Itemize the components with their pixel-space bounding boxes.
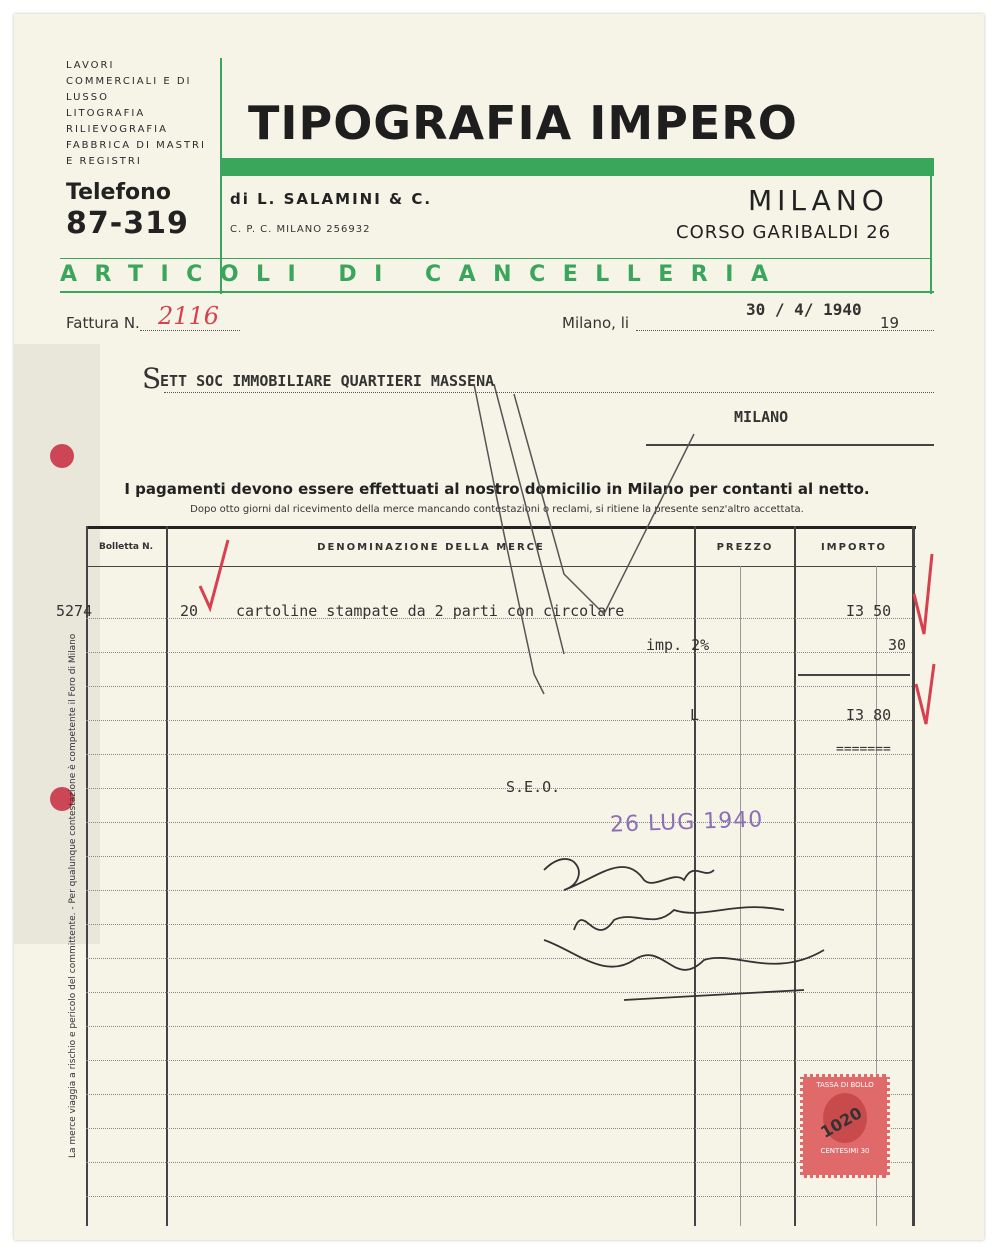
acceptance-terms: Dopo otto giorni dal ricevimento della merce mancando contestazioni o reclami, si ritiene la presente senz'altro accettata.: [190, 504, 804, 515]
date-stamp: 26 LUG 1940: [609, 807, 764, 838]
revenue-stamp-top: TASSA DI BOLLO: [816, 1081, 874, 1089]
ruled-line: [86, 1060, 912, 1061]
cpc-number: C. P. C. MILANO 256932: [230, 224, 371, 235]
header-bolletta: Bolletta N.: [98, 542, 154, 552]
phone-label: Telefono: [66, 180, 171, 205]
seo-note: S.E.O.: [506, 778, 561, 796]
revenue-stamp-overprint: 1020: [817, 1103, 866, 1142]
green-band: [220, 158, 934, 176]
frame-right-rule: [930, 176, 932, 294]
company-name: TIPOGRAFIA IMPERO: [248, 96, 798, 150]
city-name: MILANO: [748, 184, 889, 217]
owner-name: di L. SALAMINI & C.: [230, 190, 433, 208]
invoice-date: 30 / 4/ 1940: [746, 300, 862, 319]
recipient-prefix: S: [142, 362, 162, 395]
header-denominazione: DENOMINAZIONE DELLA MERCE: [317, 542, 545, 553]
ruled-line: [86, 754, 912, 755]
ruled-line: [86, 1026, 912, 1027]
invoice-number-label: Fattura N.: [66, 314, 140, 332]
ruled-line: [86, 1094, 912, 1095]
payment-terms: I pagamenti devono essere effettuati al nostro domicilio in Milano per contanti al netto.: [124, 480, 870, 498]
service-item: LITOGRAFIA: [66, 108, 146, 119]
recipient-city: MILANO: [734, 408, 789, 426]
total-double-line: =======: [836, 742, 891, 757]
service-item: RILIEVOGRAFIA: [66, 124, 168, 135]
services-list: [66, 58, 226, 170]
invoice-number-value: 2116: [158, 302, 220, 330]
header-prezzo: PREZZO: [716, 542, 774, 553]
row3-currency: L: [690, 706, 700, 724]
margin-check-marks-icon: [910, 534, 940, 734]
signatures-icon: [534, 840, 854, 1010]
revenue-stamp: [800, 1074, 890, 1178]
place-label: Milano, li: [562, 314, 630, 332]
row2-amount: 30: [888, 636, 907, 654]
header-importo: IMPORTO: [820, 542, 888, 553]
service-item: FABBRICA DI MASTRI: [66, 140, 206, 151]
check-mark-icon: [194, 534, 234, 614]
row1-amount: I3 50: [846, 602, 892, 620]
slogan: ARTICOLI DI CANCELLERIA: [60, 262, 786, 287]
year-suffix: 19: [880, 314, 900, 332]
service-item: E REGISTRI: [66, 156, 142, 167]
service-item: LAVORI: [66, 60, 115, 71]
ruled-line: [86, 1128, 912, 1129]
slogan-bottom-rule: [60, 291, 934, 293]
row3-total: I3 80: [846, 706, 892, 724]
row1-quantity: 20: [180, 602, 199, 620]
revenue-stamp-value: CENTESIMI 30: [820, 1147, 870, 1155]
row1-description: cartoline stampate da 2 parti con circolare: [236, 602, 625, 620]
row2-description: imp. 2%: [646, 636, 710, 654]
pencil-scribble-icon: [454, 374, 714, 714]
invoice-number-line: [140, 330, 240, 331]
service-item: COMMERCIALI E DI LUSSO: [66, 76, 192, 103]
ruled-line: [86, 1196, 912, 1197]
ruled-line: [86, 720, 912, 721]
invoice-paper: [14, 14, 984, 1240]
table-left-border: [86, 526, 88, 1226]
subtotal-rule: [798, 674, 910, 676]
phone-number: 87-319: [66, 206, 189, 241]
slogan-top-rule: [60, 258, 932, 259]
col-divider-1: [166, 526, 168, 1226]
street-address: CORSO GARIBALDI 26: [676, 222, 892, 243]
ruled-line: [86, 1162, 912, 1163]
recipient-name: ETT SOC IMMOBILIARE QUARTIERI MASSENA: [160, 372, 495, 390]
side-note: La merce viaggia a rischio e pericolo del committente. - Per qualunque contestazione è competente il Foro di Milano: [68, 633, 78, 1158]
ruled-line: [86, 788, 912, 789]
row1-bolletta: 5274: [56, 602, 93, 620]
ruled-line: [86, 822, 912, 823]
